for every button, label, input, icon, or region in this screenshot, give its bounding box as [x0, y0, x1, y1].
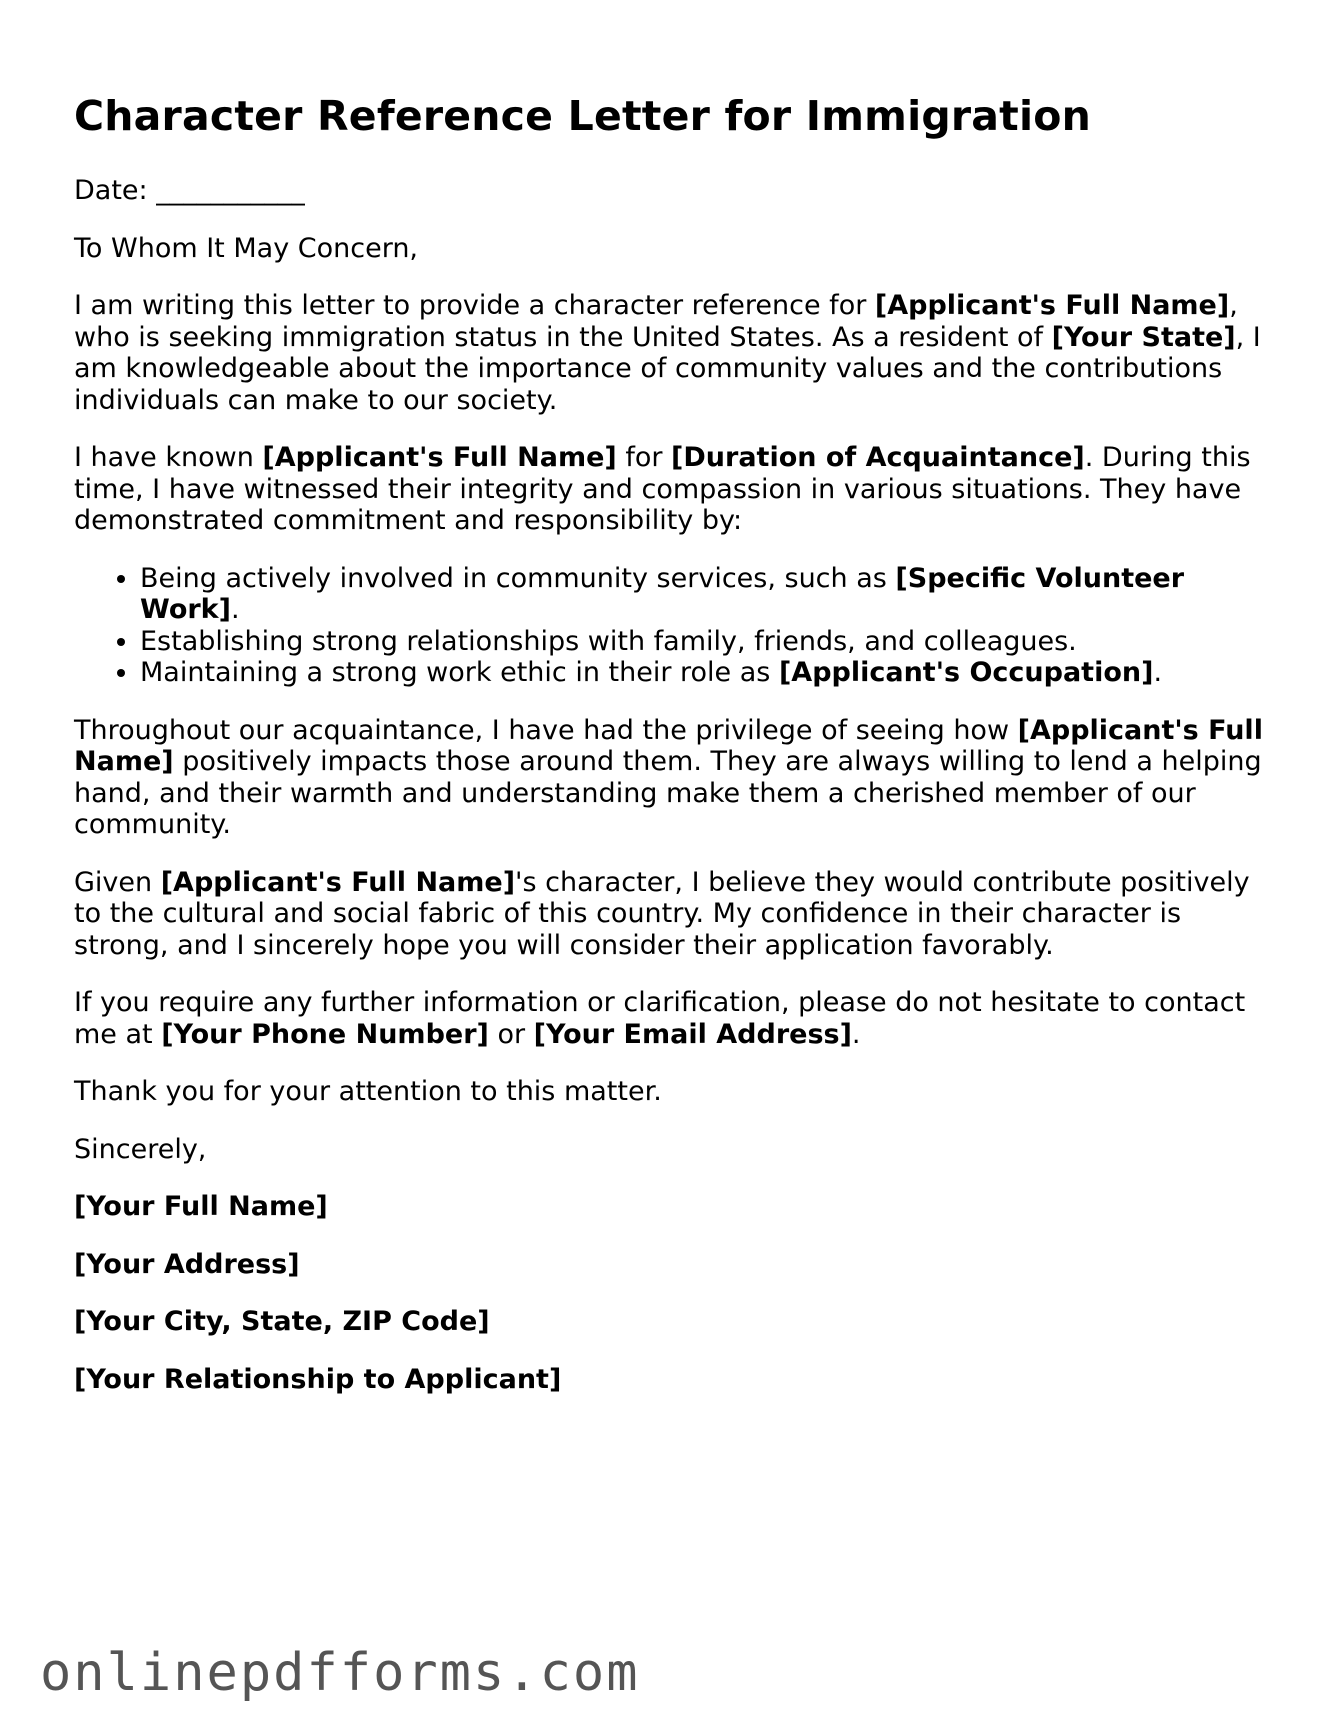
- closing-line: Sincerely,: [74, 1133, 207, 1165]
- applicant-name-placeholder: [Applicant's Full Name]: [160, 866, 516, 898]
- text: If you require any further information or clarification, please do not hesitate to contact me at: [74, 987, 1246, 1050]
- email-placeholder: [Your Email Address]: [533, 1018, 852, 1050]
- signature-full-name: [74, 1191, 1274, 1223]
- text: I have known: [74, 442, 263, 473]
- text: , I am knowledgeable about the importance of community values and the contributions individuals can make to our society.: [74, 321, 1261, 416]
- signature-relationship: [74, 1364, 1274, 1396]
- text: .: [230, 594, 240, 625]
- signature-block: [74, 1191, 1274, 1395]
- list-item: [140, 657, 1274, 689]
- text: , who is seeking immigration status in the United States. As a resident of: [74, 290, 1238, 353]
- text: .: [851, 1018, 861, 1050]
- contact-paragraph: [74, 987, 1274, 1050]
- date-line: Date: ___________: [74, 175, 305, 206]
- duration-placeholder: [Duration of Acquaintance]: [671, 442, 1085, 473]
- responsibility-list: [74, 563, 1274, 689]
- text: positively impacts those around them. They are always willing to lend a helping hand, and their warmth and understanding make them a cherished member of our community.: [74, 746, 1262, 840]
- thanks-line: Thank you for your attention to this matter.: [74, 1076, 662, 1107]
- signature-address: [74, 1249, 1274, 1281]
- watermark: onlinepdfforms.com: [40, 1643, 640, 1703]
- text: . During this time, I have witnessed their integrity and compassion in various situations. They have demonstrated commitment and responsibility by:: [74, 442, 1251, 536]
- list-item: [140, 563, 1274, 626]
- text: .: [1153, 657, 1163, 688]
- page-title: Character Reference Letter for Immigration: [74, 92, 1091, 140]
- list-item: [140, 626, 1274, 658]
- intro-paragraph: [74, 290, 1274, 416]
- volunteer-work-placeholder: [Specific Volunteer Work]: [140, 562, 1185, 625]
- letter-page: [74, 88, 1274, 1421]
- text: or: [488, 1018, 534, 1050]
- character-paragraph: [74, 867, 1274, 962]
- text: Establishing strong relationships with family, friends, and colleagues.: [140, 625, 1077, 657]
- your-state-placeholder: [Your State]: [1051, 321, 1236, 353]
- applicant-name-placeholder: [Applicant's Full Name]: [262, 442, 617, 473]
- text: Maintaining a strong work ethic in their role as: [140, 657, 779, 688]
- address-placeholder: [Your Address]: [74, 1248, 300, 1280]
- applicant-name-placeholder: [Applicant's Full Name]: [874, 290, 1230, 321]
- text: for: [616, 442, 672, 473]
- text: 's character, I believe they would contribute positively to the cultural and social fabric of this country. My confidence in their character is strong, and I sincerely hope you will consider their application favorably.: [74, 866, 1250, 961]
- salutation: To Whom It May Concern,: [74, 232, 419, 264]
- text: I am writing this letter to provide a character reference for: [74, 290, 875, 321]
- text: Given: [74, 866, 161, 898]
- text: Being actively involved in community services, such as: [140, 562, 896, 594]
- impact-paragraph: [74, 715, 1274, 841]
- applicant-name-placeholder: [Applicant's Full Name]: [74, 714, 1263, 777]
- text: Throughout our acquaintance, I have had the privilege of seeing how: [74, 714, 1018, 746]
- full-name-placeholder: [Your Full Name]: [74, 1191, 328, 1222]
- city-state-zip-placeholder: [Your City, State, ZIP Code]: [74, 1306, 490, 1337]
- acquaintance-paragraph: [74, 442, 1274, 537]
- occupation-placeholder: [Applicant's Occupation]: [778, 657, 1154, 688]
- phone-placeholder: [Your Phone Number]: [161, 1018, 489, 1050]
- relationship-placeholder: [Your Relationship to Applicant]: [74, 1363, 562, 1395]
- signature-city-state-zip: [74, 1306, 1274, 1338]
